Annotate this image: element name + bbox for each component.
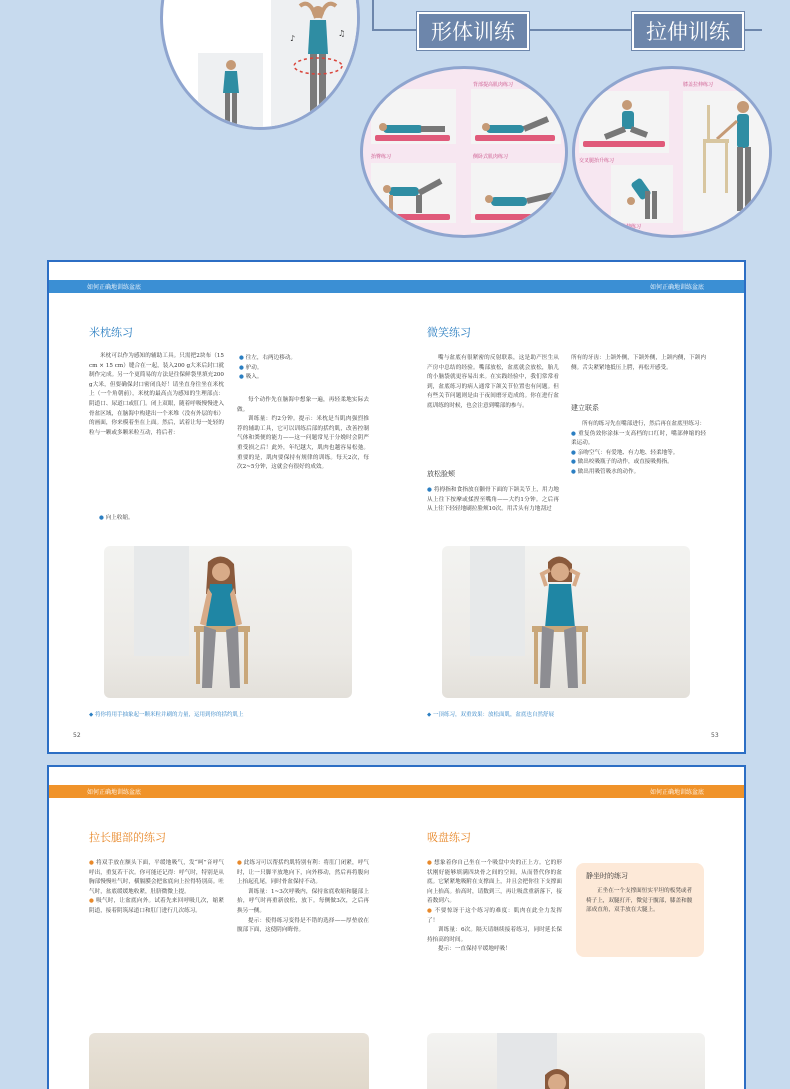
note-title: 静坐时的练习 (586, 872, 628, 880)
tag-3: 侧卧式肌肉练习 (473, 154, 509, 160)
mat-1 (375, 135, 450, 141)
title-leg-lengthen: 拉长腿部的练习 (89, 831, 166, 844)
header-bar-orange (49, 785, 744, 798)
tag-7: 背部拉伸练习 (611, 224, 642, 230)
label-stretch-training: 拉伸训练 (632, 12, 744, 50)
photo-suction-cup (427, 1033, 705, 1089)
right-caption: ◆ 一顶练习，双重效果：放松面肌，盆底也自然舒展 (427, 712, 554, 718)
window-frame-2 (470, 546, 525, 656)
tag-6: 交叉腿抬升练习 (579, 158, 615, 164)
collage-circle-stretch (572, 66, 772, 238)
left2-col2: ● 此练习可以帮括约肌特别有利：将肛门闭紧，呼气时，让一只脚平放地向下，向外移动，然后再将腹向上抬起孔尾，同时骨盆保持不动。 训练量：1~3次呼吸内，保持盆底收缩和腿部上抬，呼气时再重新放松，放下。每侧做3次，之后再换另一侧。 提示：使得练习变得是不错的选择——厚垫放在髋部下面，这使阴向晦骨。 (237, 860, 369, 934)
note-body: 正坐在一个支撑面恒实平坦的板凳或者椅子上，双腿打开，微觉于髋部，膝盖和髋部成直角，双手放在大腿上。 (586, 888, 693, 914)
photo-rice-pillow-sitting (104, 546, 352, 698)
photo-smile-sitting (442, 546, 690, 698)
left-col1-bullet: ● 向上收缩。 (99, 515, 134, 521)
header-right: 如何正确地训练盆底 (649, 284, 704, 291)
tag-2: 抬臀练习 (371, 154, 392, 160)
figure-woman-arms-up (288, 0, 348, 126)
figure-lying-2 (478, 115, 556, 135)
right-col2b-text: 所有的练习先在嘴部进行，然后再在盆底里练习： ● 重复伪效你涂抹一支高档的口红时，嘴部伸缩的轻柔运动。 ● 亲吻空气：有爱地、有力地、轻柔地等。 ● 做出咬吸瓶子的动作，或直接吸拇指。 ● 做出用吸管吸水的动作。 (571, 421, 706, 475)
window-frame (134, 546, 189, 656)
mat-2 (475, 135, 555, 141)
figure-lying-1 (377, 117, 447, 135)
tag-1: 背部提高肌肉练习 (473, 82, 514, 88)
label-shaping-training: 形体训练 (417, 12, 529, 50)
figure-sitting-stretch (595, 99, 655, 143)
right-col1b-text: ● 将拇指和食指放在颧骨下面的下颌关节上，用力地从上往下按摩或揉捏至嘴角——大约1分钟。之后再从上往下轻轻地刷拉脸颊10次。用舌头有力地刮过 (427, 487, 559, 513)
page-number-right: 53 (711, 732, 719, 739)
title-suction-cup: 吸盘练习 (427, 831, 471, 844)
figure-chair-stretch (693, 99, 763, 229)
left-caption: ◆ 将你将用手抽象起一颗米粒并刷的力量，运用到你的括约肌上 (89, 712, 244, 718)
collage-circle-left (160, 0, 360, 130)
left-col1-text: 米枕可以作为感知的辅助工具。只需把2块布（15 cm × 15 cm）缝合在一起，装入200 g大米后封口就制作完成。另一个更简易的方法是往保鲜袋里填充200 g大米，但要确保封口密闭良好！请坐直身往坐在米枕上（一个角朝前），米枕的最高点为感知的生理部点：阴道口、尿道口或肛门。闭上双眼，随着呼吸慢慢进入骨盆区域，在脑海中构建出一个米堆（没有外层的布）的画面，你来模着坐在上面。然后，试着让每一处轻的粒与一颗或多颗米粒互动，将后者： (89, 353, 224, 436)
figure-side-lying (479, 185, 557, 215)
header-bar-blue (49, 280, 744, 293)
book-spread-2 (47, 765, 746, 1089)
tag-4: 猫式 (371, 228, 382, 234)
title-rice-pillow: 米枕练习 (89, 326, 133, 339)
tag-5: 膝盖拉伸练习 (683, 82, 714, 88)
figure-woman-cheek-massage (520, 554, 600, 698)
figure-forward-bend (617, 173, 669, 221)
figure-woman-sitting-chair (182, 554, 262, 698)
note-box-sitting (576, 863, 704, 957)
book-spread-1 (47, 260, 746, 754)
left-col2-bullets: ● 往左，右两边移动。 ● 驴动。 ● 吸入。 (239, 355, 297, 381)
right-col1-text: 嘴与盆底有很紧密的反射联系，这是助产医生从产房中总结的经验。嘴部放松，盆底就会放松，胎儿的小脑袋就更容易出来。在实践经验中，我们常常看到，盆底练习的病人通常下颌关节位置也有问题。但有些关节问题则是由于夜间磨牙造成的。你在进行盆底训练的时候，也会注意到嘴部的参与。 (427, 355, 559, 409)
figure-woman-standing (216, 58, 246, 130)
subtitle-relax-cheeks: 放松脸颊 (427, 470, 455, 478)
svg-text:♫: ♫ (338, 29, 346, 38)
right-col2-text: 所有的牙齿：上颌外侧，下颌外侧，上颌内侧，下颌内侧。舌尖紧紧地抵压上腭，再松开感受。 (571, 355, 706, 371)
subtitle-build-connection: 建立联系 (571, 404, 599, 412)
left2-col1: ● 将双手放在额头下面，平缓地吸气，发“呵”音呼气呼出，重复若干次。你可能还记得：呼气时，特别是从胸部慢慢吐气时，横膈膜会把盆底向上拉得特别高。吐气时，盆底缓缓地收紧，肚脐微微上提。 ● 吸气时，让盆底向外。试着先来回呼吸几次，缩紧阴道，接着阴筑尿道口和肛门进行几次练习。 (89, 860, 224, 914)
header-left-2: 如何正确地训练盆底 (87, 789, 142, 796)
svg-text:♪: ♪ (290, 34, 296, 43)
figure-woman-head (537, 1067, 577, 1089)
title-smile-exercise: 微笑练习 (427, 326, 471, 339)
figure-kneeling (379, 177, 449, 215)
header-left: 如何正确地训练盆底 (87, 284, 142, 291)
page-number-left: 52 (73, 732, 81, 739)
left-col2-text: 每个动作先在脑海中想象一遍，再轻柔地实际去做。 训练量：约2分钟。提示：米枕是当肌肉强烈推荐的辅助工具，它可以训练后部的括约肌，改善控制气体和粪便的能力——这一问题常见于分娩时会阴严重受损之后！此外，年纪越大，肌肉也越容易松弛。重要的是，肌肉要保持有规律的训练。每天2次，每次2~5分钟，这就会有很好的成效。 (237, 397, 369, 471)
connector-line-vertical (372, 0, 374, 30)
photo-leg-exercise (89, 1033, 369, 1089)
header-right-2: 如何正确地训练盆底 (649, 789, 704, 796)
right2-col1: ● 想象着你自己坐在一个吸盘中央的正上方。它的形状刚好能够填满四块骨之间的空间，从而替代你的盆底。它紧紧地吸附在支撑面上，并且会把你往下支撑面向上抬高。抬高时，请数到三，再让吸盘重新落下，接着数到六。 ● 不要惊讶于这个练习的难度：肌肉在此全力发挥了！ 训练量：6次。隔天请继续接着练习，同时延长保持抬高的时间。 提示：一直保持平缓地呼吸！ (427, 860, 562, 953)
collage-circle-shaping (360, 66, 568, 238)
